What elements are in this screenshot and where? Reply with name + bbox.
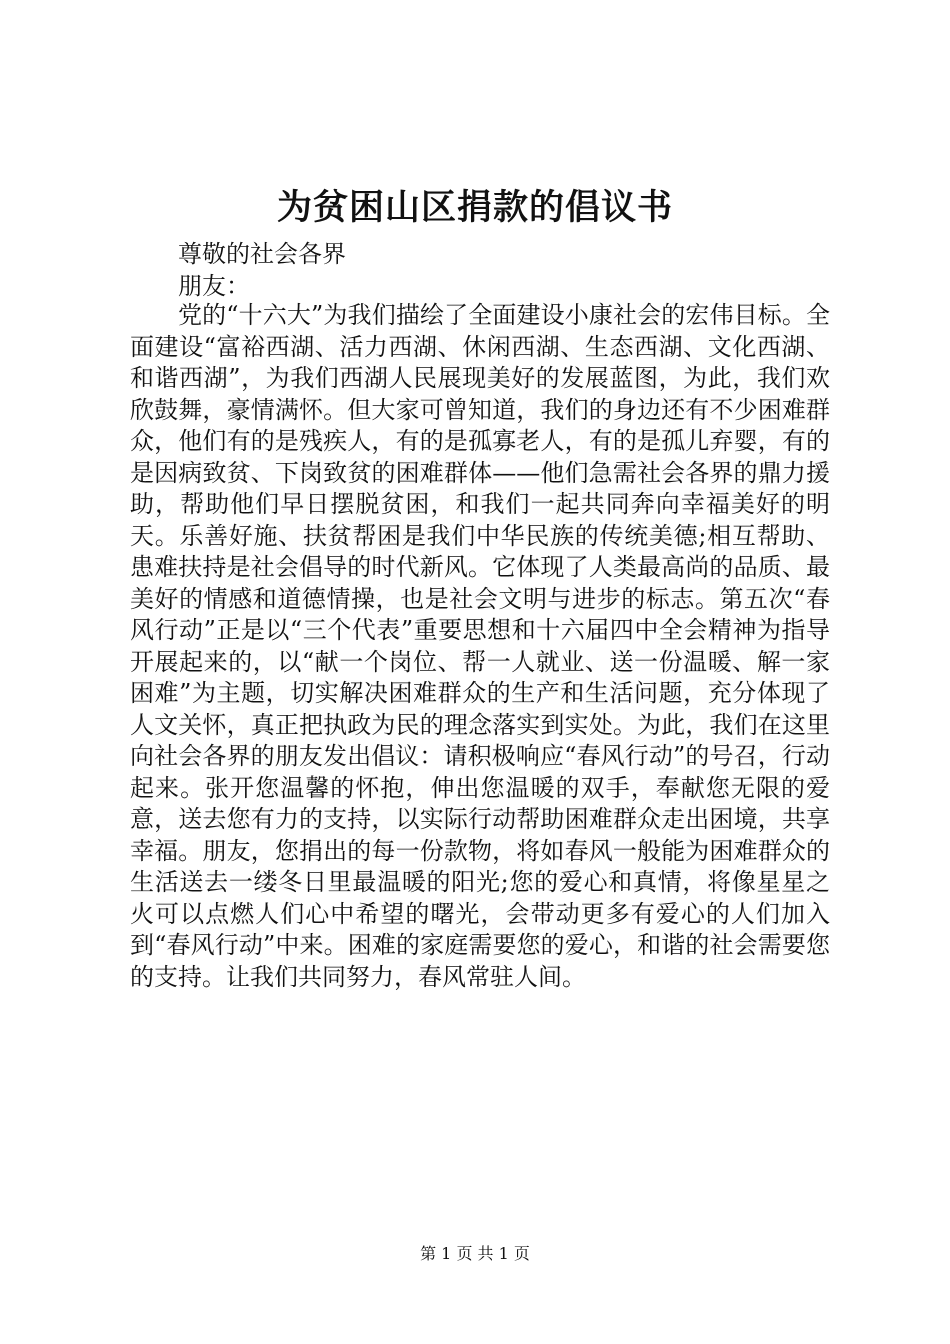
page-footer: 第 1 页 共 1 页 [420, 1244, 530, 1263]
salutation-line-2: 朋友： [178, 272, 250, 300]
salutation-line-1: 尊敬的社会各界 [178, 240, 346, 268]
body-paragraph: 党的“十六大”为我们描绘了全面建设小康社会的宏伟目标。全面建设“富裕西湖、活力西湖、休闲西湖、生态西湖、文化西湖、和谐西湖”，为我们西湖人民展现美好的发展蓝图，为此，我们欢欣鼓舞，豪情满怀。但大家可曾知道，我们的身边还有不少困难群众，他们有的是残疾人，有的是孤寡老人，有的是孤儿弃婴，有的是因病致贫、下岗致贫的困难群体——他们急需社会各界的鼎力援助，帮助他们早日摆脱贫困，和我们一起共同奔向幸福美好的明天。乐善好施、扶贫帮困是我们中华民族的传统美德;相互帮助、患难扶持是社会倡导的时代新风。它体现了人类最高尚的品质、最美好的情感和道德情操，也是社会文明与进步的标志。第五次“春风行动”正是以“三个代表”重要思想和十六届四中全会精神为指导开展起来的，以“献一个岗位、帮一人就业、送一份温暖、解一家困难”为主题，切实解决困难群众的生产和生活问题，充分体现了人文关怀，真正把执政为民的理念落实到实处。为此，我们在这里向社会各界的朋友发出倡议：请积极响应“春风行动”的号召，行动起来。张开您温馨的怀抱，伸出您温暖的双手，奉献您无限的爱意，送去您有力的支持，以实际行动帮助困难群众走出困境，共享幸福。朋友，您捐出的每一份款物，将如春风一般能为困难群众的生活送去一缕冬日里最温暖的阳光;您的爱心和真情，将像星星之火可以点燃人们心中希望的曙光，会带动更多有爱心的人们加入到“春风行动”中来。困难的家庭需要您的爱心，和谐的社会需要您的支持。让我们共同努力，春风常驻人间。 [130, 301, 830, 991]
document-title: 为贫困山区捐款的倡议书 [276, 188, 673, 228]
